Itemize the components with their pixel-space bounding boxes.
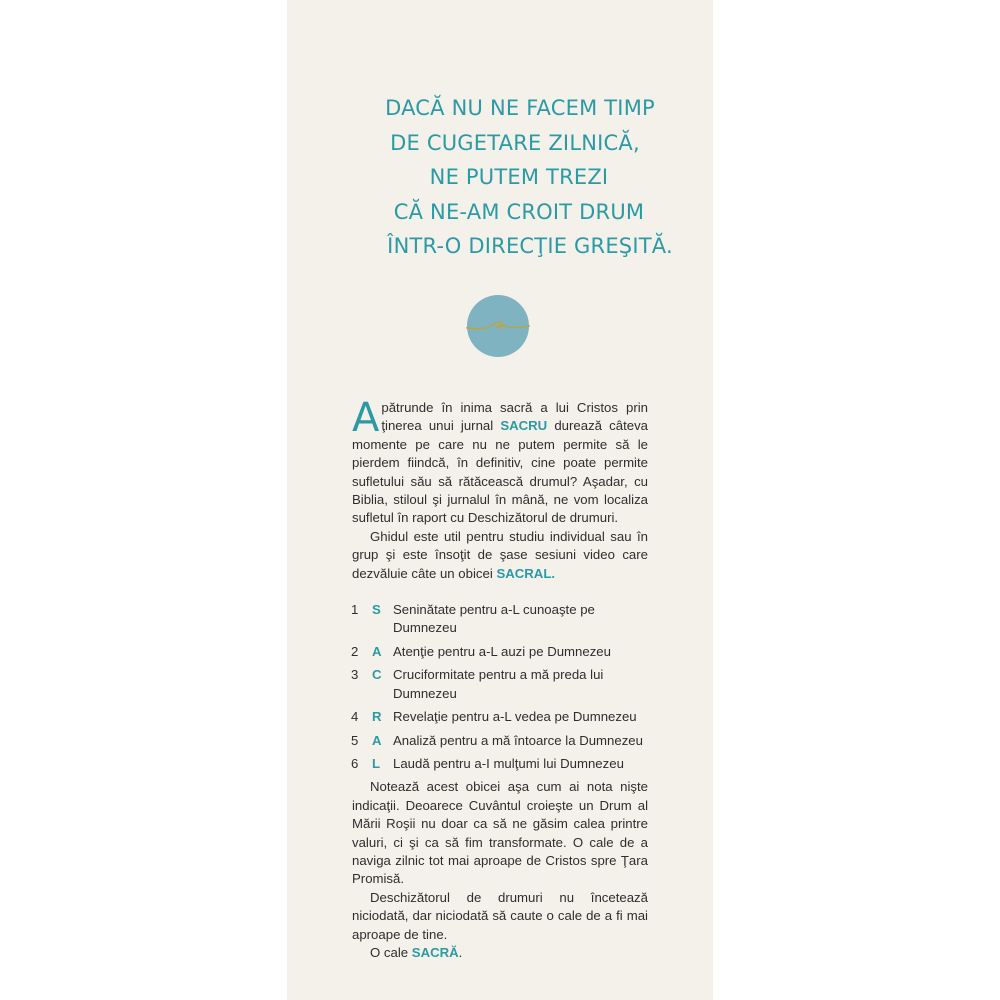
habits-list <box>352 601 648 773</box>
intro-paragraph: Apătrunde în inima sacră a lui Cristos prin ţinerea unui jurnal SACRU durează câteva momente pe care nu ne putem permite să le pierdem fiindcă, în definitiv, cine poate permite sufletului său să rătăcească drumul? Aşadar, cu Biblia, stiloul şi jurnalul în mână, ne vom localiza sufletul în raport cu Deschizătorul de drumuri. <box>352 395 648 526</box>
book-page <box>287 0 713 1000</box>
list-item: 2 A Atenţie pentru a-L auzi pe Dumnezeu <box>351 643 611 659</box>
quote-line: CĂ NE-AM CROIT DRUM <box>393 199 645 224</box>
guide-paragraph: Ghidul este util pentru studiu individual sau în grup şi este însoţit de şase sesiuni video care dezvăluie câte un obicei SACRAL. <box>352 528 648 581</box>
wave-circle-icon <box>466 294 530 358</box>
closing-line: O cale SACRĂ. <box>370 944 463 960</box>
drop-cap: A <box>352 395 380 441</box>
list-item: 5 A Analiză pentru a mă întoarce la Dumnezeu <box>351 732 643 748</box>
closing-paragraph: Notează acest obicei aşa cum ai nota nişte indicaţii. Deoarece Cuvântul croieşte un Drum al Mării Roşii nu doar ca să ne găsim calea printre valuri, ci şi ca să fim transformate. O cale de a naviga zilnic tot mai aproape de Cristos spre Ţara Promisă. <box>352 779 648 887</box>
list-item: 1 S Seninătate pentru a-L cunoaşte pe Dumnezeu <box>351 602 595 636</box>
highlight-word: SACRĂ <box>411 944 459 960</box>
quote-line: DE CUGETARE ZILNICĂ, <box>390 130 640 155</box>
pull-quote <box>287 91 713 264</box>
quote-line: NE PUTEM TREZI <box>429 165 609 189</box>
list-item: 3 C Cruciformitate pentru a mă preda lui Dumnezeu <box>351 667 604 701</box>
quote-line: DACĂ NU NE FACEM TIMP <box>385 96 655 120</box>
body-text <box>351 395 648 962</box>
highlight-word: SACRAL <box>496 565 552 581</box>
list-item: 4 R Revelaţie pentru a-L vedea pe Dumnezeu <box>351 709 637 725</box>
quote-line: ÎNTR-O DIRECŢIE GREŞITĂ. <box>387 234 673 258</box>
highlight-word: SACRU <box>500 418 548 434</box>
closing-paragraph: Deschizătorul de drumuri nu încetează niciodată, dar niciodată să caute o cale de a fi mai aproape de tine. <box>352 889 648 942</box>
list-item: 6 L Laudă pentru a-I mulţumi lui Dumnezeu <box>351 755 624 771</box>
